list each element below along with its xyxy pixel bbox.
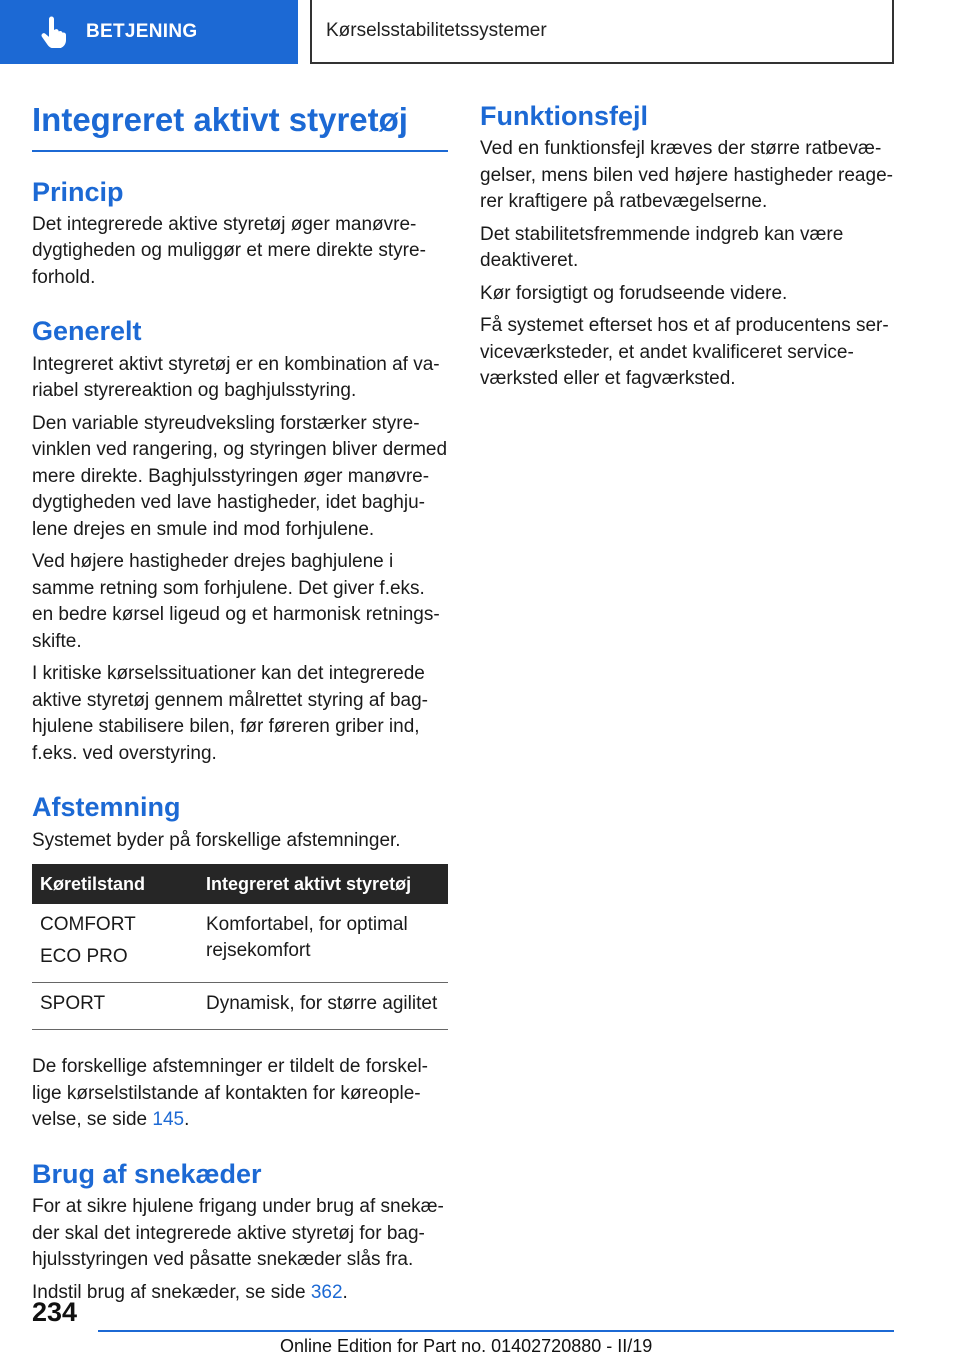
chapter-tab[interactable] <box>0 0 298 64</box>
princip-paragraph: Det integrerede aktive styretøj øger manøvre-dygtigheden og muliggør et mere direkte styre-forhold. <box>32 213 426 288</box>
left-column <box>32 100 448 1306</box>
generelt-paragraph-2: Den variable styreudveksling forstærker styre-vinklen ved rangering, og styringen bliver dermed mere direkte. Baghjulsstyringen øger manøvre-dygtigheden ved lave hastigheder, idet baghju-lene drejes en smule ind mod forhjulene. <box>32 412 448 540</box>
funktionsfejl-paragraph-3: Kør forsigtigt og forudseende videre. <box>480 282 788 304</box>
period: . <box>342 1281 348 1303</box>
afstemning-paragraph-2-text: De forskellige afstemninger er tildelt de forskel-lige kørselstilstande af kontakten for køreople-velse, se side <box>32 1056 429 1131</box>
heading-afstemning: Afstemning <box>32 792 181 823</box>
hand-pointer-icon <box>36 15 70 49</box>
edition-footer: Online Edition for Part no. 01402720880 - II/19 <box>280 1336 653 1356</box>
section-tab[interactable] <box>310 0 894 64</box>
table-cell-description: Dynamisk, for større agilitet <box>198 983 448 1030</box>
table-cell-mode <box>32 983 198 1030</box>
table-header-row <box>32 864 448 904</box>
snekaeder-paragraph-1: For at sikre hjulene frigang under brug af snekæ-der skal det integrerede aktive styretøj for bag-hjulsstyringen ved påsatte snekæder slås fra. <box>32 1196 444 1271</box>
footer-divider <box>98 1330 894 1332</box>
heading-generelt: Generelt <box>32 316 142 347</box>
table-row <box>32 983 448 1030</box>
afstemning-paragraph-1: Systemet byder på forskellige afstemninger. <box>32 829 401 851</box>
section-label: Kørselsstabilitetssystemer <box>326 20 547 41</box>
chapter-label: BETJENING <box>86 21 198 42</box>
heading-princip: Princip <box>32 176 124 207</box>
snekaeder-paragraph-2-text: Indstil brug af snekæder, se side <box>32 1281 311 1303</box>
mode-value: ECO PRO <box>40 946 128 968</box>
heading-funktionsfejl: Funktionsfejl <box>480 101 648 131</box>
funktionsfejl-paragraph-2: Det stabilitetsfremmende indgreb kan være deaktiveret. <box>480 223 844 272</box>
generelt-paragraph-1: Integreret aktivt styretøj er en kombination af va-riabel styrereaktion og baghjulsstyring. <box>32 353 440 402</box>
snekaeder-paragraph-2 <box>32 1280 448 1307</box>
page-number: 234 <box>32 1297 78 1327</box>
funktionsfejl-paragraph-4: Få systemet efterset hos et af producentens ser-viceværksteder, et andet kvalificeret service-værksted eller et fagværksted. <box>480 315 889 390</box>
mode-value: SPORT <box>40 993 106 1015</box>
right-column <box>480 100 896 393</box>
page-link-145[interactable]: 145 <box>152 1109 185 1131</box>
table-header-cell: Køretilstand <box>32 864 198 904</box>
table-cell-mode <box>32 904 198 983</box>
table-header-cell: Integreret aktivt styretøj <box>198 864 448 904</box>
funktionsfejl-paragraph-1: Ved en funktionsfejl kræves der større ratbevæ-gelser, mens bilen ved højere hastigheder reage-rer kraftigere på ratbevægelserne. <box>480 138 893 213</box>
mode-value: COMFORT <box>40 914 136 936</box>
mode-table <box>32 864 448 1030</box>
generelt-paragraph-4: I kritiske kørselssituationer kan det integrerede aktive styretøj gennem målrettet styring af bag-hjulene stabilisere bilen, før føreren griber ind, f.eks. ved overstyring. <box>32 663 428 764</box>
period: . <box>184 1109 190 1131</box>
heading-snekaeder: Brug af snekæder <box>32 1158 262 1189</box>
page-link-362[interactable]: 362 <box>310 1281 343 1303</box>
afstemning-paragraph-2 <box>32 1054 448 1134</box>
page-title: Integreret aktivt styretøj <box>32 100 448 152</box>
generelt-paragraph-3: Ved højere hastigheder drejes baghjulene i samme retning som forhjulene. Det giver f.eks. en bedre kørsel ligeud og et harmonisk retnings-skifte. <box>32 551 440 652</box>
table-cell-description: Komfortabel, for optimal rejsekomfort <box>198 904 448 983</box>
table-row <box>32 904 448 983</box>
